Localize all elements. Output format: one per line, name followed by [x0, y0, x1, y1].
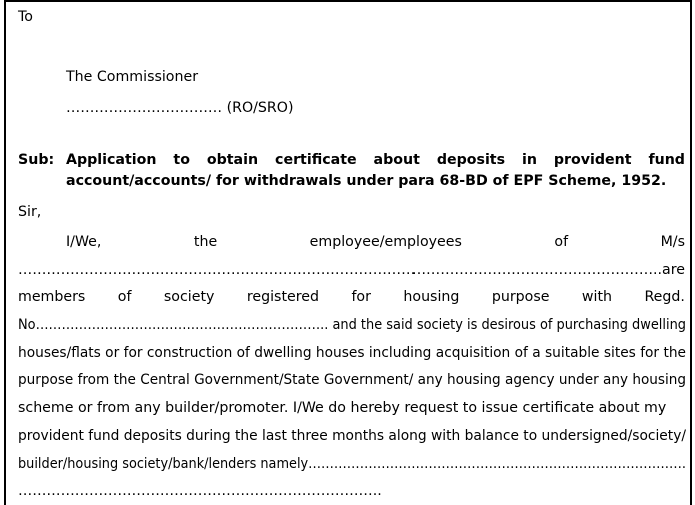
to-label: To	[18, 9, 33, 25]
subject-label: Sub:	[18, 152, 55, 168]
subject-line-1	[66, 151, 685, 169]
body-line-10: …………………………………………………………………..	[18, 483, 382, 499]
body-line-1	[66, 233, 685, 251]
body-line-3-word: of	[117, 289, 132, 305]
office-dots: ……………………………	[66, 100, 223, 116]
body-line-3	[18, 288, 685, 306]
subject-line-1-word: Application	[66, 152, 157, 168]
subject-line-1-word: deposits	[436, 152, 506, 168]
addressee-title: The Commissioner	[66, 69, 199, 85]
body-line-4: No………………………………………………………….. and the said society is desirous of purchasing dwelling	[18, 317, 687, 333]
subject-line-1-word: fund	[648, 152, 685, 168]
body-line-1-word: I/We,	[66, 234, 102, 250]
body-line-3-word: Regd.	[644, 289, 685, 305]
subject-line-1-word: certificate	[275, 152, 357, 168]
subject-line-1-word: in	[521, 152, 537, 168]
body-line-5: houses/flats or for construction of dwelling houses including acquisition of a suitable sites for the	[18, 345, 686, 361]
body-line-3-word: members	[18, 289, 86, 305]
body-line-8: provident fund deposits during the last three months along with balance to undersigned/society/	[18, 428, 686, 444]
subject-line-1-word: about	[373, 152, 420, 168]
body-line-2-right: ……………………………………………..are	[411, 262, 685, 278]
body-line-3-word: registered	[246, 289, 319, 305]
body-line-3-word: purpose	[491, 289, 550, 305]
subject-line-2: account/accounts/ for withdrawals under para 68-BD of EPF Scheme, 1952.	[66, 173, 667, 189]
office-line	[66, 99, 293, 117]
body-line-3-word: housing	[403, 289, 460, 305]
subject-line-1-word: provident	[553, 152, 632, 168]
salutation: Sir,	[18, 204, 42, 220]
body-line-7: scheme or from any builder/promoter. I/We do hereby request to issue certificate about my	[18, 400, 667, 416]
body-line-1-word: of	[554, 234, 569, 250]
office-suffix: (RO/SRO)	[226, 100, 294, 116]
body-line-1-word: M/s	[660, 234, 685, 250]
subject-line-1-word: to	[173, 152, 190, 168]
body-line-1-word: the	[193, 234, 218, 250]
body-line-1-word: employee/employees	[309, 234, 462, 250]
body-line-6: purpose from the Central Government/State Government/ any housing agency under any housing	[18, 372, 687, 388]
body-line-3-word: society	[163, 289, 215, 305]
body-line-3-word: for	[351, 289, 371, 305]
subject-line-1-word: obtain	[206, 152, 259, 168]
body-line-3-word: with	[581, 289, 613, 305]
body-line-2-left: …………………………………………………………………………	[18, 262, 416, 278]
body-line-9: builder/housing society/bank/lenders namely…………………………………………………………………………….	[18, 456, 687, 472]
